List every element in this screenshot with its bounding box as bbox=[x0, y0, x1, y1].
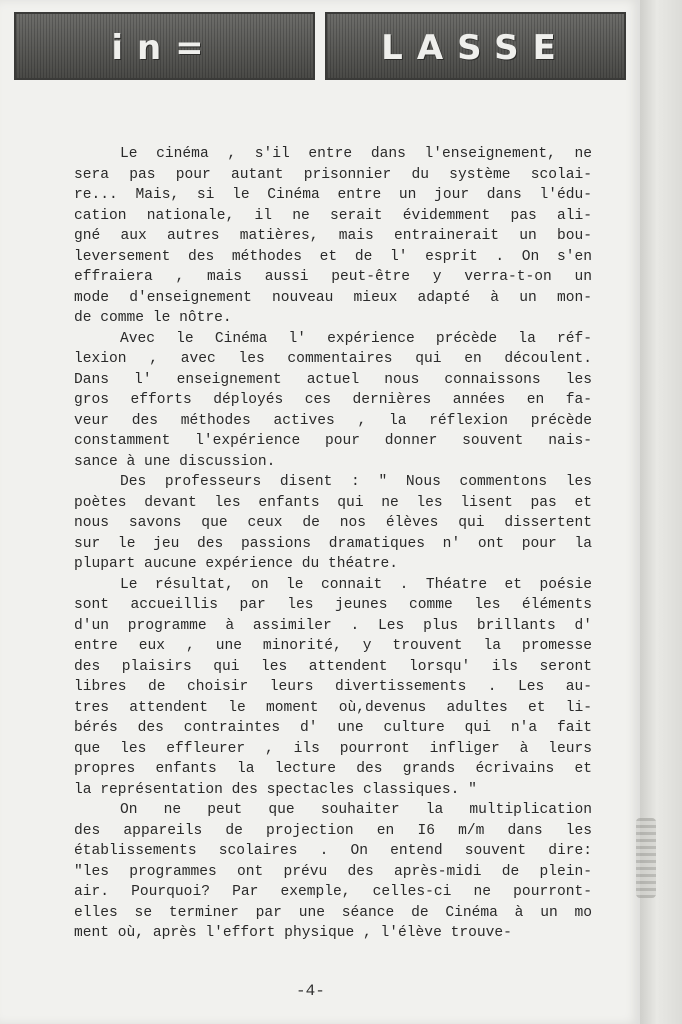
text-line: mode d'enseignement nouveau mieux adapté à un mon- bbox=[74, 289, 592, 306]
text-line: Avec le Cinéma l' expérience précède la réf- bbox=[120, 330, 592, 347]
text-line: air. Pourquoi? Par exemple, celles-ci ne pourront- bbox=[74, 884, 592, 900]
body-text bbox=[74, 144, 592, 944]
header-banner bbox=[14, 12, 626, 80]
text-line: bérés des contraintes d' une culture qui n'a fait bbox=[74, 720, 592, 736]
text-line: effraiera , mais aussi peut-être y verra-t-on un bbox=[74, 269, 592, 285]
banner-right-block bbox=[325, 12, 626, 80]
text-line: tres attendent le moment où,devenus adultes et li- bbox=[74, 699, 592, 716]
text-line: veur des méthodes actives , la réflexion précède bbox=[74, 412, 592, 429]
text-line: que les effleurer , ils pourront infliger à leurs bbox=[74, 740, 592, 757]
paragraph bbox=[74, 144, 592, 329]
banner-left-text: in= bbox=[111, 28, 218, 68]
text-line: Des professeurs disent : " Nous commentons les bbox=[120, 474, 592, 490]
text-line: des plaisirs qui les attendent lorsqu' ils seront bbox=[74, 658, 592, 675]
text-line: Dans l' enseignement actuel nous connaissons les bbox=[74, 371, 592, 388]
paragraph bbox=[74, 329, 592, 473]
text-line: gné aux autres matières, mais entrainerait un bou- bbox=[74, 228, 592, 244]
text-line: plupart aucune expérience du théatre. bbox=[74, 556, 399, 572]
text-line: entre eux , une minorité, y trouvent la promesse bbox=[74, 638, 592, 654]
page-number: -4- bbox=[296, 982, 325, 1000]
paragraph bbox=[74, 575, 592, 801]
text-line: elles se terminer par une séance de Cinéma à un mo bbox=[74, 904, 592, 921]
text-line: nous savons que ceux de nos élèves qui dissertent bbox=[74, 515, 592, 531]
text-line: poètes devant les enfants qui ne les lisent pas et bbox=[74, 494, 592, 511]
text-line: établissements scolaires . On entend souvent dire: bbox=[74, 843, 592, 859]
text-line: sont accueillis par les jeunes comme les éléments bbox=[74, 597, 592, 613]
text-line: d'un programme à assimiler . Les plus brillants d' bbox=[74, 617, 592, 634]
text-line: la représentation des spectacles classiques. " bbox=[74, 781, 477, 798]
paragraph bbox=[74, 800, 592, 944]
banner-right-text: LASSE bbox=[381, 28, 570, 68]
paragraph bbox=[74, 472, 592, 575]
text-line: constamment l'expérience pour donner souvent nais- bbox=[74, 433, 592, 449]
staple-mark bbox=[636, 818, 656, 898]
text-line: cation nationale, il ne serait évidemment pas ali- bbox=[74, 207, 592, 224]
text-line: propres enfants la lecture des grands écrivains et bbox=[74, 761, 592, 777]
text-line: gros efforts déployés ces dernières années en fa- bbox=[74, 392, 592, 408]
text-line: sance à une discussion. bbox=[74, 453, 276, 470]
text-line: Le résultat, on le connait . Théatre et poésie bbox=[120, 576, 592, 593]
text-line: "les programmes ont prévu des après-midi de plein- bbox=[74, 863, 592, 880]
banner-left-block bbox=[14, 12, 315, 80]
text-line: ment où, après l'effort physique , l'élève trouve- bbox=[74, 925, 512, 941]
text-line: des appareils de projection en I6 m/m dans les bbox=[74, 822, 592, 839]
text-line: Le cinéma , s'il entre dans l'enseignement, ne bbox=[120, 146, 592, 162]
text-line: sur le jeu des passions dramatiques n' ont pour la bbox=[74, 535, 592, 552]
text-line: leversement des méthodes et de l' esprit . On s'en bbox=[74, 248, 592, 265]
text-line: lexion , avec les commentaires qui en découlent. bbox=[74, 351, 592, 367]
text-line: de comme le nôtre. bbox=[74, 310, 232, 326]
text-line: re... Mais, si le Cinéma entre un jour dans l'édu- bbox=[74, 187, 592, 203]
text-line: libres de choisir leurs divertissements . Les au- bbox=[74, 679, 592, 695]
text-line: On ne peut que souhaiter la multiplication bbox=[120, 802, 592, 818]
text-line: sera pas pour autant prisonnier du système scolai- bbox=[74, 166, 592, 183]
